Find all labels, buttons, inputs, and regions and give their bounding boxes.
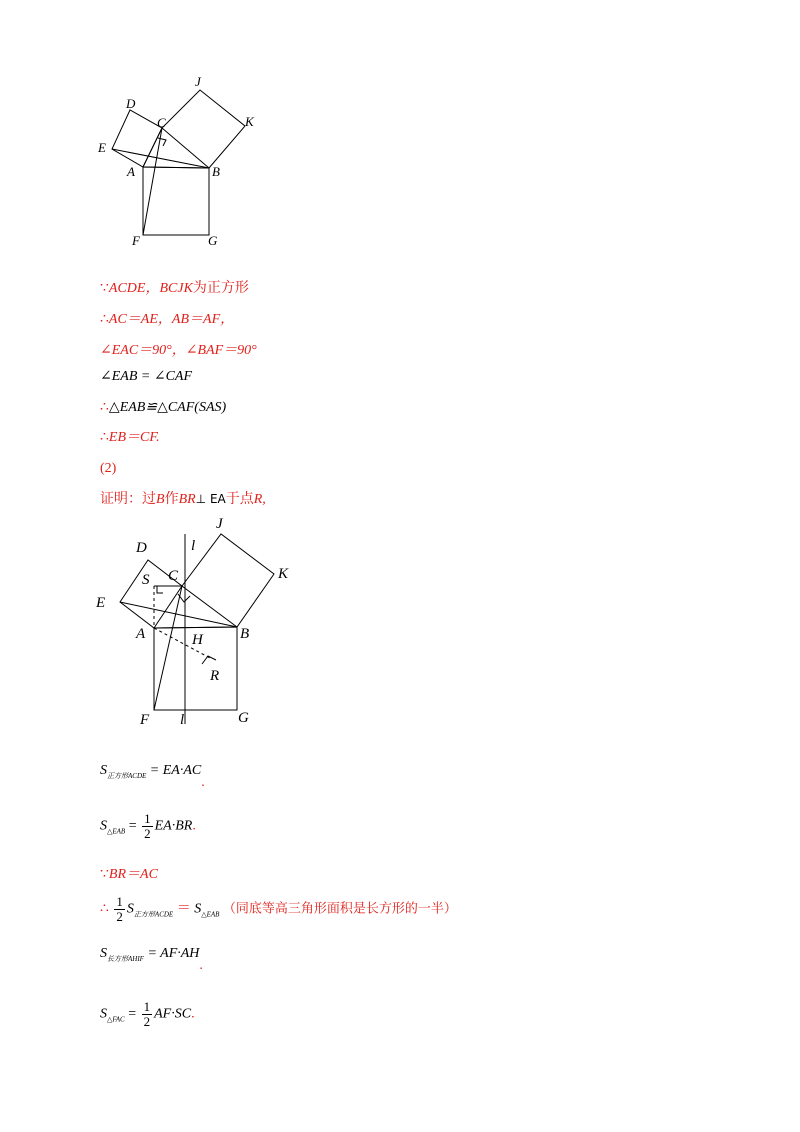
square-acde: [112, 110, 162, 167]
square-bcjk: [162, 90, 245, 168]
label-b: B: [212, 164, 220, 179]
proof-line-3: ∠EAC＝90°，∠BAF＝90°: [100, 343, 257, 358]
label2-r: R: [210, 668, 220, 684]
proof-line-6: ∴EB＝CF.: [100, 430, 160, 445]
formula-rectangle-ahif: $S_{长方形AHIF} = AF\cdot AH$.: [100, 946, 203, 973]
label2-l-top: l: [191, 538, 196, 554]
label-a: A: [127, 164, 135, 179]
label2-f: F: [140, 712, 150, 728]
label2-b: B: [240, 626, 250, 642]
fraction-half: $\frac{1}{2}$: [144, 811, 151, 841]
label2-c: C: [168, 568, 179, 584]
formula-triangle-eab: $S_{\triangle EAB}$ = $\frac{1}{2}$ EA·BR.: [100, 811, 196, 841]
formula-square-acde: $S_{正方形ACDE} = EA\cdot AC$.: [100, 763, 205, 790]
label2-d: D: [136, 540, 147, 556]
label2-e: E: [96, 595, 106, 611]
label-d: D: [126, 96, 136, 111]
label2-j: J: [216, 516, 223, 532]
label-k: K: [245, 114, 254, 129]
figure-1-diagram: [90, 70, 270, 250]
formula-br-ac: ∵BR＝AC: [100, 867, 158, 882]
formula-triangle-fac: $S_{\triangle FAC}$ = $\frac{1}{2}$ AF·SC.: [100, 999, 195, 1029]
square-bcjk-2: [182, 534, 274, 627]
proof-line-1: ∵ACDE，BCJK为正方形: [100, 281, 249, 296]
label-g: G: [208, 233, 218, 248]
label-c: C: [157, 115, 166, 130]
label2-a: A: [136, 626, 146, 642]
part-2-intro: 证明：过B作BR⊥ EA于点R,: [100, 492, 266, 507]
label2-g: G: [238, 710, 249, 726]
figure-2-diagram: [90, 512, 310, 732]
proof-line-2: ∴AC＝AE，AB＝AF，: [100, 312, 235, 327]
formula-half-relation: ∴ $\frac{1}{2}$ $S_{正方形ACDE} = S_{\triangle EAB}$ （同底等高三角形面积是长方形的一半）: [100, 894, 457, 924]
fraction-half-2: $\frac{1}{2}$: [116, 894, 123, 924]
label-j: J: [195, 74, 201, 89]
proof-line-4: ∠EAB = ∠CAF: [100, 369, 193, 384]
label2-h: H: [192, 632, 203, 648]
label-f: F: [132, 233, 140, 248]
proof-line-5: ∴△EAB≌△CAF(SAS): [100, 400, 227, 415]
label2-k: K: [278, 566, 289, 582]
part-2-number: (2): [100, 461, 117, 476]
fraction-half-3: $\frac{1}{2}$: [143, 999, 151, 1029]
label2-l-bottom: l: [180, 712, 185, 728]
label-e: E: [98, 140, 106, 155]
label2-s: S: [142, 572, 150, 588]
